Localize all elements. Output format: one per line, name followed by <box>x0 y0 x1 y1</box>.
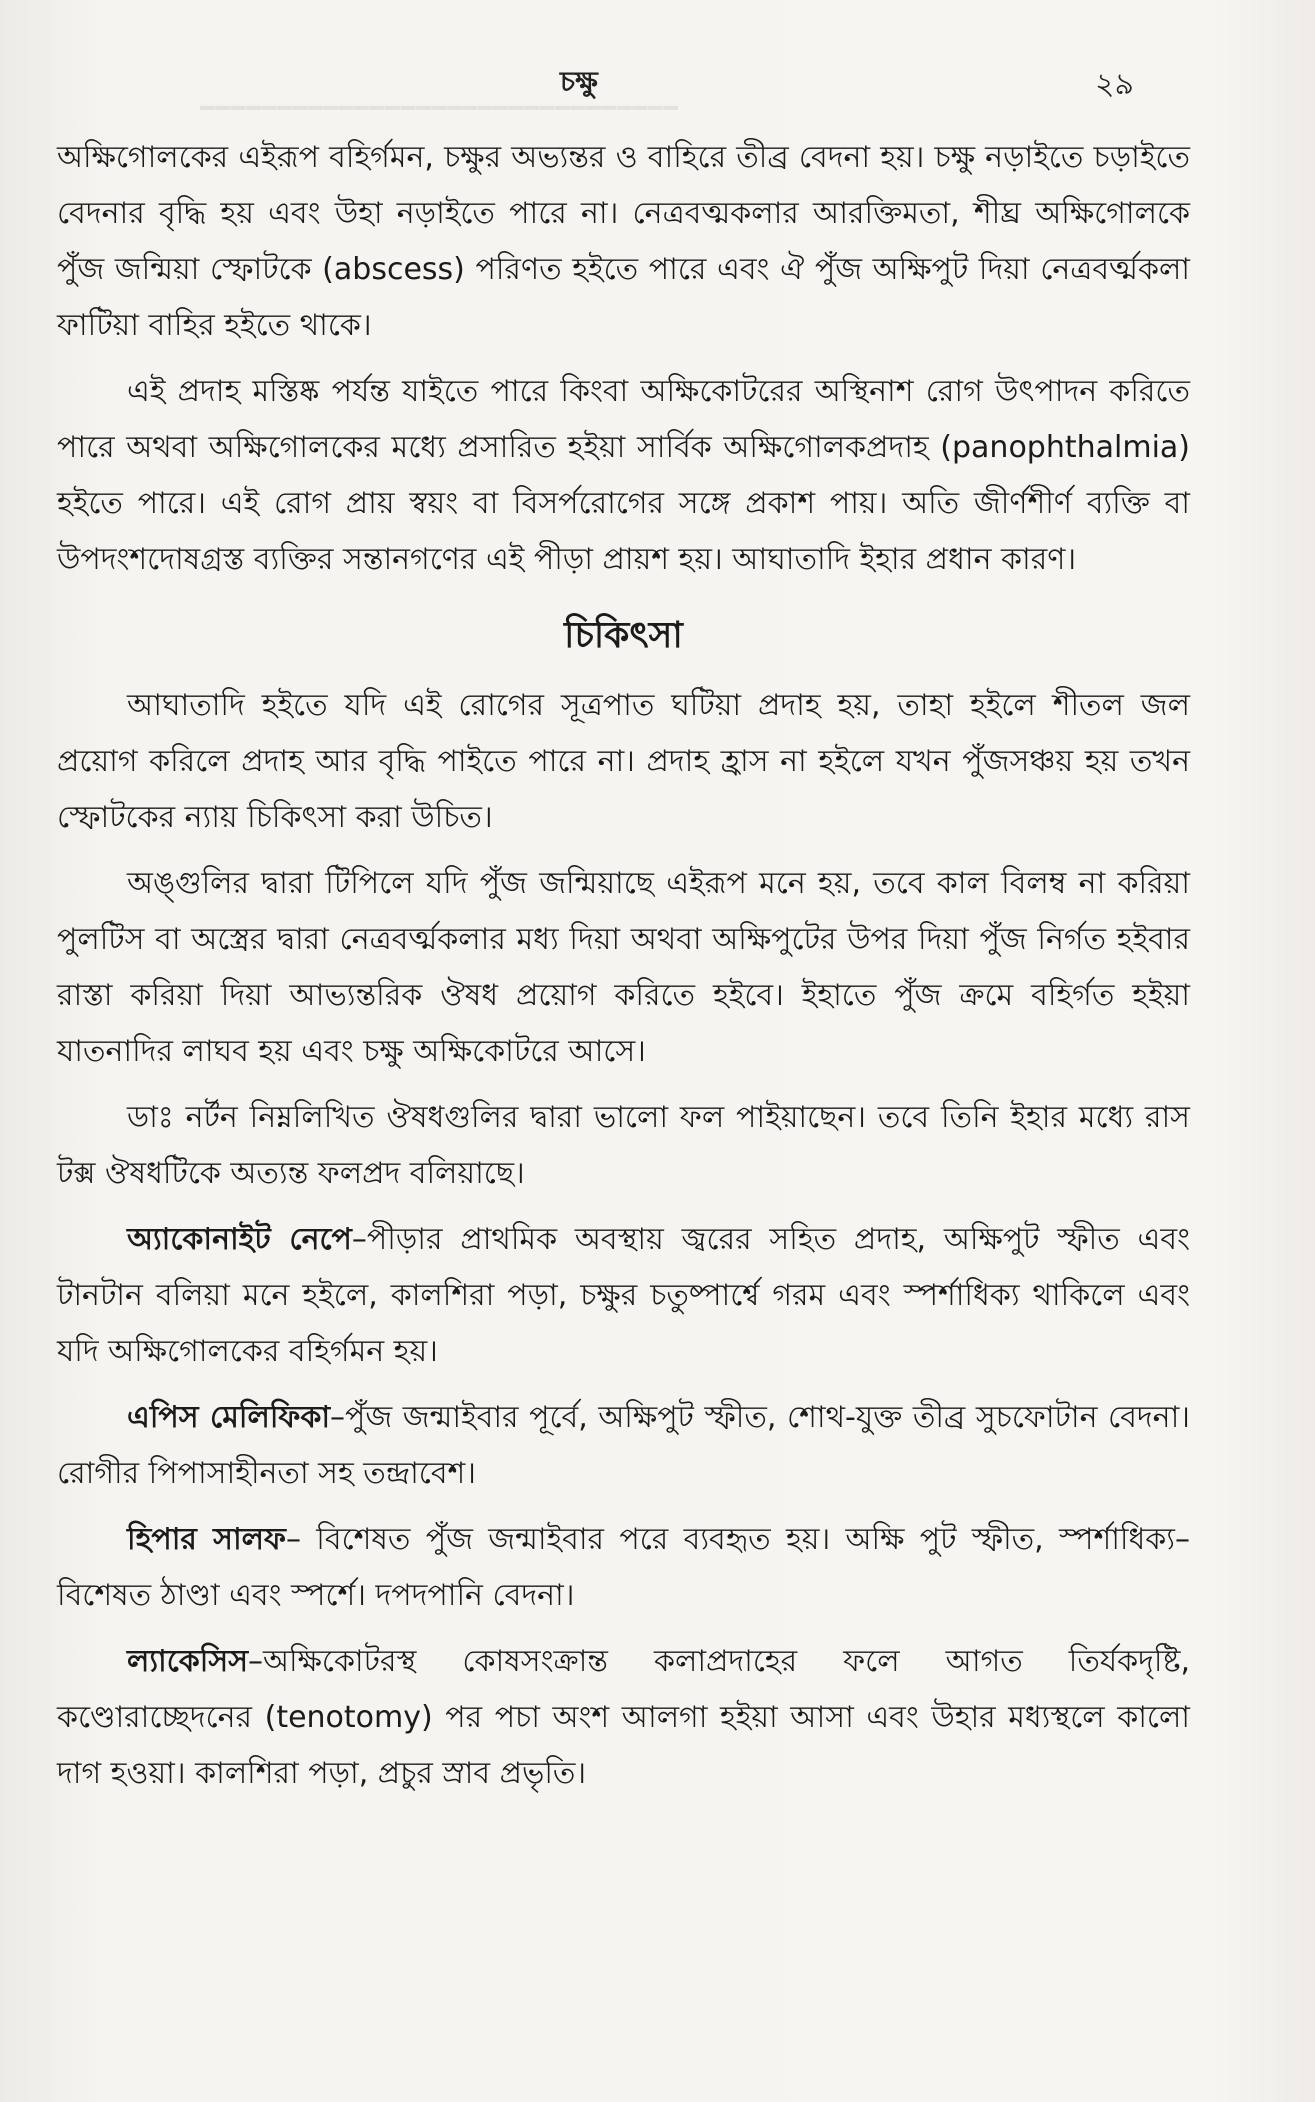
remedy-entry <box>57 1212 1190 1380</box>
remedy-name: হিপার সালফ <box>127 1522 286 1557</box>
remedy-entry <box>57 1634 1190 1802</box>
treatment-paragraph-1: আঘাতাদি হইতে যদি এই রোগের সূত্রপাত ঘটিয়া প্রদাহ হয়, তাহা হইলে শীতল জল প্রয়োগ করিলে প্রদাহ আর বৃদ্ধি পাইতে পারে না। প্রদাহ হ্রাস না হইলে যখন পুঁজসঞ্চয় হয় তখন স্ফোটকের ন্যায় চিকিৎসা করা উচিত। <box>57 688 1190 835</box>
treatment-paragraph-2: অঙ্গুলির দ্বারা টিপিলে যদি পুঁজ জন্মিয়াছে এইরূপ মনে হয়, তবে কাল বিলম্ব না করিয়া পুলটিস বা অস্ত্রের দ্বারা নেত্রবর্ত্মকলার মধ্য দিয়া অথবা অক্ষিপুটের উপর দিয়া পুঁজ নির্গত হইবার রাস্তা করিয়া দিয়া আভ্যন্তরিক ঔষধ প্রয়োগ করিতে হইবে। ইহাতে পুঁজ ক্রমে বহির্গত হইয়া যাতনাদির লাঘব হয় এবং চক্ষু অক্ষিকোটরে আসে। <box>57 866 1190 1069</box>
remedy-entry <box>57 1512 1190 1624</box>
paragraph-2: এই প্রদাহ মস্তিষ্ক পর্যন্ত যাইতে পারে কিংবা অক্ষিকোটরের অস্থিনাশ রোগ উৎপাদন করিতে পারে অথবা অক্ষিগোলকের মধ্যে প্রসারিত হইয়া সার্বিক অক্ষিগোলকপ্রদাহ (panophthalmia) হইতে পারে। এই রোগ প্রায় স্বয়ং বা বিসর্পরোগের সঙ্গে প্রকাশ পায়। অতি জীর্ণশীর্ণ ব্যক্তি বা উপদংশদোষগ্রস্ত ব্যক্তির সন্তানগণের এই পীড়া প্রায়শ হয়। আঘাতাদি ইহার প্রধান কারণ। <box>57 374 1190 577</box>
remedy-name: অ্যাকোনাইট নেপে <box>127 1222 352 1257</box>
remedy-text: – বিশেষত পুঁজ জন্মাইবার পরে ব্যবহৃত হয়। অক্ষি পুট স্ফীত, স্পর্শাধিক্য–বিশেষত ঠাণ্ডা এবং স্পর্শে। দপদপানি বেদনা। <box>57 1522 1190 1613</box>
remedy-text: –পীড়ার প্রাথমিক অবস্থায় জ্বরের সহিত প্রদাহ, অক্ষিপুট স্ফীত এবং টানটান বলিয়া মনে হইলে, কালশিরা পড়া, চক্ষুর চতুষ্পার্শ্বে গরম এবং স্পর্শাধিক্য থাকিলে এবং যদি অক্ষিগোলকের বহির্গমন হয়। <box>57 1222 1190 1369</box>
remedy-name: ল্যাকেসিস <box>127 1644 249 1679</box>
bleed-through-texture: ━━━━━━━━━━━━━━━━━━━━━━━━━━━━━━━ <box>200 94 679 122</box>
remedy-entry <box>57 1390 1190 1502</box>
treatment-paragraph-3: ডাঃ নর্টন নিম্নলিখিত ঔষধগুলির দ্বারা ভালো ফল পাইয়াছেন। তবে তিনি ইহার মধ্যে রাস টক্স ঔষধটিকে অত্যন্ত ফলপ্রদ বলিয়াছে। <box>57 1100 1190 1191</box>
section-heading: চিকিৎসা <box>564 615 683 656</box>
page-number: ২৯ <box>1095 67 1134 102</box>
remedy-text: –অক্ষিকোটরস্থ কোষসংক্রান্ত কলাপ্রদাহের ফলে আগত তির্যকদৃষ্টি, কণ্ডোরাচ্ছেদনের (tenotomy) পর পচা অংশ আলগা হইয়া আসা এবং উহার মধ্যস্থলে কালো দাগ হওয়া। কালশিরা পড়া, প্রচুর স্রাব প্রভৃতি। <box>57 1644 1190 1791</box>
paragraph-1: অক্ষিগোলকের এইরূপ বহির্গমন, চক্ষুর অভ্যন্তর ও বাহিরে তীব্র বেদনা হয়। চক্ষু নড়াইতে চড়াইতে বেদনার বৃদ্ধি হয় এবং উহা নড়াইতে পারে না। নেত্রবত্মকলার আরক্তিমতা, শীঘ্র অক্ষিগোলকে পুঁজ জন্মিয়া স্ফোটকে (abscess) পরিণত হইতে পারে এবং ঐ পুঁজ অক্ষিপুট দিয়া নেত্রবর্ত্মকলা ফাটিয়া বাহির হইতে থাকে। <box>57 140 1190 343</box>
running-title: চক্ষু <box>560 65 598 98</box>
page-header <box>0 52 1315 102</box>
remedy-text: –পুঁজ জন্মাইবার পূর্বে, অক্ষিপুট স্ফীত, শোথ-যুক্ত তীব্র সুচফোটান বেদনা। রোগীর পিপাসাহীনতা সহ তন্দ্রাবেশ। <box>57 1400 1190 1491</box>
page-body <box>57 130 1190 1812</box>
remedy-name: এপিস মেলিফিকা <box>127 1400 331 1435</box>
